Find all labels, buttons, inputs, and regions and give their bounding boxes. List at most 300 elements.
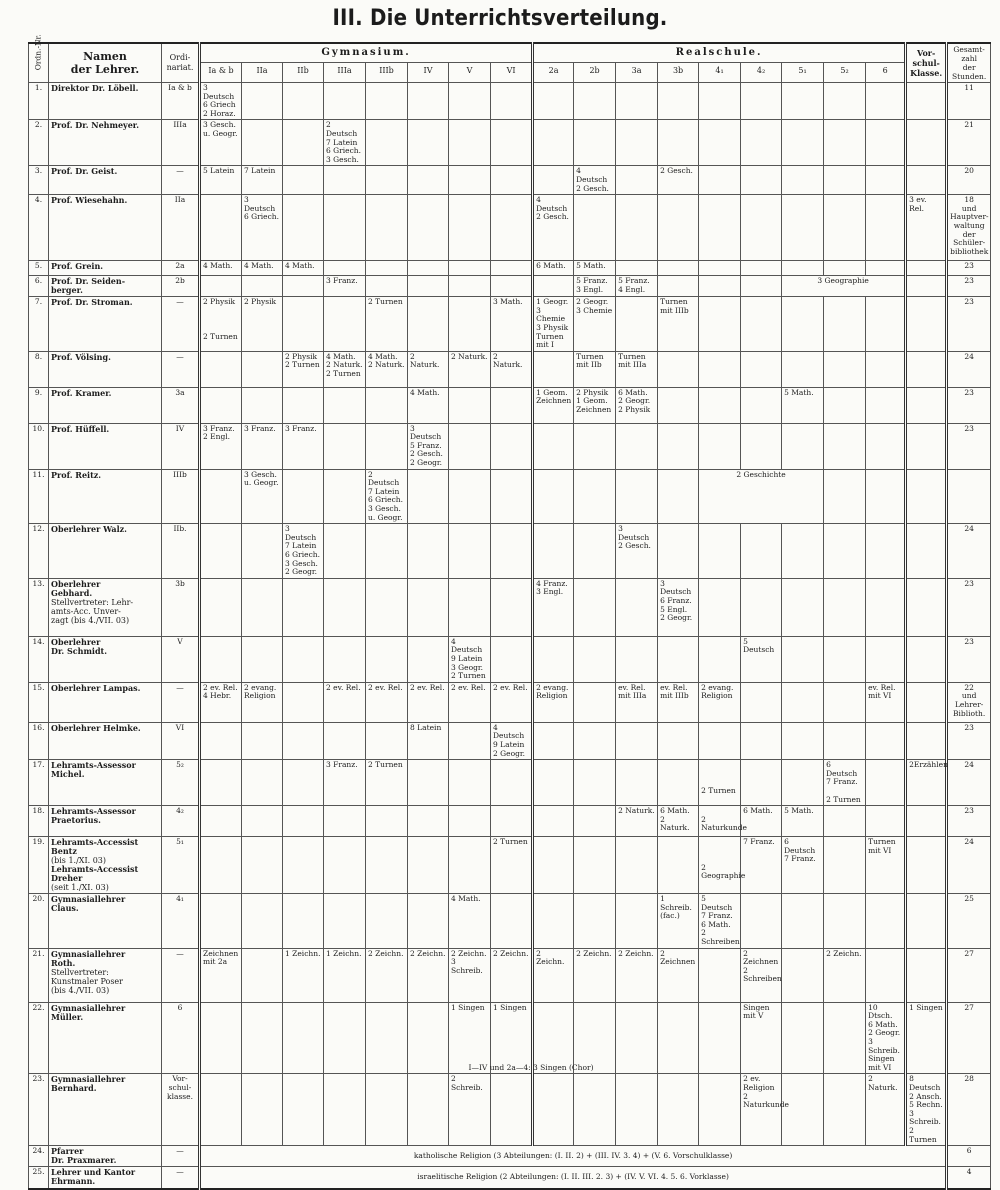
lesson-cell: 3 Geographie [782,276,906,297]
lesson-cell: 2 Physik 2 Turnen [200,297,242,352]
lesson-cell [408,83,449,120]
lesson-cell [782,261,824,276]
row-number: 21. [29,948,49,1002]
lesson-cell [866,261,906,276]
lesson-cell [906,524,947,579]
ordinariat: — [162,297,200,352]
lesson-cell [574,83,616,120]
page-title: III. Die Unterrichtsverteilung. [332,6,668,31]
class-header: IV [408,63,449,83]
lesson-cell [408,276,449,297]
lesson-cell [741,682,782,722]
lesson-cell: 2 Geographie [699,837,741,894]
lesson-cell [449,83,491,120]
lesson-cell: 2 Zeichn. [824,948,866,1002]
lesson-cell [324,261,366,276]
table-row [29,1002,991,1074]
lesson-cell: 6 Math. 2 Geogr. 2 Physik [616,387,658,423]
lesson-cell [324,166,366,195]
teacher-name: Lehramts-Assessor Michel. [49,760,162,806]
total-hours: 24 [947,351,991,387]
lesson-cell [866,948,906,1002]
total-hours [947,469,991,524]
teacher-name: Prof. Völsing. [49,351,162,387]
lesson-cell: 2 Geschichte [699,469,824,524]
lesson-cell [366,195,408,261]
table-row [29,276,991,297]
class-header: 3b [658,63,699,83]
lesson-cell [699,1074,741,1146]
lesson-cell: 6 Math. [741,806,782,837]
ordinariat: V [162,636,200,682]
lesson-cell [741,120,782,166]
ordinariat: — [162,351,200,387]
lesson-cell [366,837,408,894]
lesson-cell: 4 Math. [449,894,491,949]
table-row [29,894,991,949]
teacher-name: Prof. Dr. Nehmeyer. [49,120,162,166]
lesson-cell [824,83,866,120]
lesson-cell [782,195,824,261]
row-number: 14. [29,636,49,682]
lesson-cell: 2Erzählen [906,760,947,806]
header-ordinariat: Ordi- nariat. [162,43,200,83]
lesson-cell [200,195,242,261]
lesson-cell [741,166,782,195]
row-number: 24. [29,1146,49,1167]
teacher-name: Oberlehrer Helmke. [49,722,162,759]
lesson-cell [491,806,533,837]
lesson-cell: 4 Deutsch 2 Gesch. [533,195,574,261]
lesson-cell [283,578,324,636]
lesson-cell [782,948,824,1002]
teacher-name: Prof. Grein. [49,261,162,276]
lesson-cell [906,948,947,1002]
lesson-cell: 3 Franz. 2 Engl. [200,423,242,469]
total-hours: 24 [947,837,991,894]
teacher-name: Direktor Dr. Löbell. [49,83,162,120]
lesson-cell [741,894,782,949]
lesson-cell [200,722,242,759]
teacher-name: Prof. Dr. Seiden- berger. [49,276,162,297]
lesson-cell [906,261,947,276]
class-header: 5₂ [824,63,866,83]
lesson-cell [408,195,449,261]
lesson-cell [200,894,242,949]
table-row [29,351,991,387]
lesson-cell [324,578,366,636]
lesson-cell [242,524,283,579]
teacher-note: Stellvertreter: Lehr- amts-Acc. Unver- zagt (bis 4./VII. 03) [51,597,134,625]
lesson-cell: Turnen mit VI [866,837,906,894]
table-row [29,722,991,759]
row-number: 17. [29,760,49,806]
lesson-cell [616,837,658,894]
lesson-cell [574,682,616,722]
lesson-cell [366,387,408,423]
lesson-cell [366,83,408,120]
lesson-cell [408,297,449,352]
lesson-cell [866,722,906,759]
lesson-cell [324,636,366,682]
ordinariat: IIa [162,195,200,261]
lesson-cell [242,83,283,120]
total-hours: 27 [947,1002,991,1074]
lesson-cell [741,261,782,276]
class-header: IIIa [324,63,366,83]
total-hours: 21 [947,120,991,166]
lesson-cell [699,195,741,261]
lesson-cell [324,297,366,352]
table-row [29,578,991,636]
lesson-cell: 7 Latein [242,166,283,195]
table-row [29,806,991,837]
lesson-cell: 4 Math. [283,261,324,276]
lesson-cell [782,894,824,949]
lesson-cell [741,83,782,120]
teacher-name: Prof. Wiesehahn. [49,195,162,261]
ordinariat: — [162,948,200,1002]
lesson-cell [449,195,491,261]
lesson-cell [242,722,283,759]
lesson-cell [906,120,947,166]
teacher-name: Gymnasiallehrer Claus. [49,894,162,949]
lesson-cell [616,894,658,949]
total-hours: 23 [947,297,991,352]
lesson-cell [366,166,408,195]
lesson-cell [283,469,324,524]
ordinariat: VI [162,722,200,759]
lesson-cell [906,276,947,297]
lesson-cell [283,722,324,759]
lesson-cell [283,682,324,722]
lesson-cell [574,894,616,949]
lesson-cell [824,722,866,759]
lesson-cell [782,166,824,195]
lesson-cell [283,894,324,949]
lesson-cell [200,636,242,682]
total-hours: 23 [947,276,991,297]
lesson-cell: 2 Naturk. [408,351,449,387]
lesson-cell [658,276,699,297]
lesson-cell [491,261,533,276]
lesson-cell [741,297,782,352]
total-hours: 18 und Hauptver- waltung der Schüler- bibliothek [947,195,991,261]
lesson-cell: 5 Deutsch [741,636,782,682]
lesson-cell: 1 Singen [491,1002,533,1074]
lesson-cell: 4 Math. 2 Naturk. [366,351,408,387]
lesson-cell [283,1074,324,1146]
lesson-cell: 2 Zeichn. [408,948,449,1002]
lesson-cell: 4 Deutsch 9 Latein 3 Geogr. 2 Turnen [449,636,491,682]
combined-lesson: katholische Religion (3 Abteilungen: (I. II. 2) + (III. IV. 3. 4) + (V. 6. Vorschulklasse) [200,1146,947,1167]
lesson-cell [200,806,242,837]
lesson-cell: 3 Gesch. u. Geogr. [242,469,283,524]
lesson-cell: 4 Math. [408,387,449,423]
header-realschule: Realschule. [533,43,906,63]
lesson-cell [366,894,408,949]
lesson-cell [699,387,741,423]
lesson-cell [491,120,533,166]
row-number: 4. [29,195,49,261]
teacher-name: Lehrer und Kantor Ehrmann. [49,1167,162,1189]
row-number: 13. [29,578,49,636]
lesson-cell [324,195,366,261]
row-number: 1. [29,83,49,120]
ordinariat: — [162,1167,200,1189]
teacher-name: Oberlehrer Gebhard. Stellvertreter: Lehr- amts-Acc. Unver- zagt (bis 4./VII. 03) [49,578,162,636]
lesson-cell: 2 Turnen [699,760,741,806]
total-hours: 24 [947,524,991,579]
lesson-cell [699,83,741,120]
class-header: 3a [616,63,658,83]
lesson-cell: 2 Zeichn. [574,948,616,1002]
lesson-cell [741,351,782,387]
lesson-cell [366,722,408,759]
total-hours: 23 [947,722,991,759]
lesson-cell: Turnen mit IIIa [616,351,658,387]
lesson-cell [699,722,741,759]
lesson-cell [242,837,283,894]
class-header: V [449,63,491,83]
lesson-cell [449,760,491,806]
lesson-cell [408,636,449,682]
lesson-cell [616,469,658,524]
lesson-cell [906,166,947,195]
table-row [29,682,991,722]
lesson-cell [782,760,824,806]
teacher-name: Pfarrer Dr. Praxmarer. [49,1146,162,1167]
ordinariat: 2b [162,276,200,297]
row-number: 9. [29,387,49,423]
lesson-cell [658,722,699,759]
lesson-cell [741,387,782,423]
lesson-cell [574,636,616,682]
choir-note: I—IV und 2a—4: 3 Singen (Chor) [468,1062,594,1072]
total-hours: 23 [947,806,991,837]
teacher-name: Lehramts-Accessist Bentz (bis 1./XI. 03) Lehramts-Accessist Dreher (seit 1./XI. 03) [49,837,162,894]
lesson-cell [616,297,658,352]
lesson-cell [824,120,866,166]
lesson-cell [533,1074,574,1146]
lesson-cell: 2 ev. Rel. 4 Hebr. [200,682,242,722]
row-number: 15. [29,682,49,722]
lesson-cell: 2 Naturk. [491,351,533,387]
lesson-cell [782,636,824,682]
lesson-cell [866,894,906,949]
lesson-cell [866,524,906,579]
lesson-cell [699,297,741,352]
lesson-cell [658,83,699,120]
lesson-cell [242,1074,283,1146]
lesson-cell [658,261,699,276]
lesson-cell [906,83,947,120]
lesson-cell [491,578,533,636]
lesson-cell [574,806,616,837]
total-hours: 20 [947,166,991,195]
lesson-cell: 2 Geogr. 3 Chemie [574,297,616,352]
lesson-cell: 6 Math. 2 Naturk. [658,806,699,837]
ordinariat: IIIa [162,120,200,166]
lesson-cell [408,524,449,579]
lesson-cell [533,83,574,120]
lesson-cell [533,423,574,469]
lesson-cell: 2 ev. Rel. [324,682,366,722]
lesson-cell [242,948,283,1002]
lesson-cell [533,524,574,579]
lesson-cell [616,166,658,195]
lesson-cell [741,578,782,636]
lesson-cell: Singen mit V [741,1002,782,1074]
ordinariat: 6 [162,1002,200,1074]
lesson-cell [616,578,658,636]
lesson-cell: 2 Physik [242,297,283,352]
lesson-cell [491,166,533,195]
lesson-cell [242,806,283,837]
table-row [29,636,991,682]
class-header: Ia & b [200,63,242,83]
lesson-cell [200,351,242,387]
lesson-cell [449,297,491,352]
lesson-cell [699,423,741,469]
lesson-cell [906,837,947,894]
lesson-cell [449,276,491,297]
lesson-cell: 2 Turnen [366,297,408,352]
lesson-cell: 8 Latein [408,722,449,759]
lesson-cell: 2 Zeichnen [658,948,699,1002]
row-number: 3. [29,166,49,195]
row-number: 25. [29,1167,49,1189]
lesson-cell [782,297,824,352]
lesson-cell: 2 evang. Religion [699,682,741,722]
lesson-cell: 5 Deutsch 7 Franz. 6 Math. 2 Schreiben [699,894,741,949]
lesson-cell [533,894,574,949]
lesson-cell [699,351,741,387]
lesson-cell [324,524,366,579]
lesson-cell [658,120,699,166]
combined-lesson: israelitische Religion (2 Abteilungen: (I. II. III. 2. 3) + (IV. V. VI. 4. 5. 6. Vorklasse) [200,1167,947,1189]
lesson-cell [616,636,658,682]
lesson-cell [658,387,699,423]
lesson-cell [741,423,782,469]
lesson-cell: 2 Schreib. [449,1074,491,1146]
lesson-cell [449,578,491,636]
lesson-cell [491,524,533,579]
lesson-cell: 2 Zeichn. [366,948,408,1002]
teacher-note-2: (seit 1./XI. 03) [51,883,109,893]
lesson-cell: 2 Zeichn. [533,948,574,1002]
lesson-cell [408,578,449,636]
class-header: 4₂ [741,63,782,83]
row-number: 8. [29,351,49,387]
lesson-cell [699,636,741,682]
lesson-cell [449,120,491,166]
lesson-cell [658,1074,699,1146]
lesson-cell: 5 Franz. 4 Engl. [616,276,658,297]
lesson-cell: 10 Dtsch. 6 Math. 2 Geogr. 3 Schreib. Singen mit VI [866,1002,906,1074]
class-header: 5₁ [782,63,824,83]
lesson-cell [574,722,616,759]
row-number: 16. [29,722,49,759]
row-number: 10. [29,423,49,469]
lesson-cell [408,166,449,195]
lesson-cell [866,387,906,423]
lesson-cell [782,524,824,579]
lesson-cell: 5 Franz. 3 Engl. [574,276,616,297]
lesson-cell [866,760,906,806]
lesson-cell [782,722,824,759]
lesson-cell [449,722,491,759]
lesson-cell [533,806,574,837]
lesson-cell [824,578,866,636]
lesson-cell [616,1074,658,1146]
lesson-cell: 2 evang. Religion [533,682,574,722]
header-vorschulklasse: Vor- schul- Klasse. [906,43,947,83]
lesson-cell [699,276,741,297]
lesson-cell [449,423,491,469]
total-hours: 25 [947,894,991,949]
teacher-name: Prof. Dr. Stroman. [49,297,162,352]
lesson-cell [741,722,782,759]
ordinariat: 5₂ [162,760,200,806]
lesson-cell [200,469,242,524]
lesson-cell [658,837,699,894]
lesson-cell [242,120,283,166]
lesson-cell: 2 Naturk. [866,1074,906,1146]
lesson-cell: 3 Franz. [242,423,283,469]
lesson-cell [200,837,242,894]
lesson-cell [574,423,616,469]
total-hours: 23 [947,261,991,276]
row-number: 5. [29,261,49,276]
lesson-cell [782,423,824,469]
lesson-cell [782,1074,824,1146]
lesson-cell [741,276,782,297]
row-number: 20. [29,894,49,949]
lesson-cell: 2 Turnen [491,837,533,894]
ordinariat: 4₂ [162,806,200,837]
lesson-cell: 4 Math. [242,261,283,276]
lesson-cell [366,578,408,636]
teacher-note: Stellvertreter: Kunstmaler Poser (bis 4./VII. 03) [51,967,123,995]
lesson-cell [408,120,449,166]
lesson-cell: 3 Franz. [283,423,324,469]
table-row [29,195,991,261]
lesson-cell: 3 Gesch. u. Geogr. [200,120,242,166]
teacher-note: (bis 1./XI. 03) [51,856,107,866]
lesson-cell: 2 Deutsch 7 Latein 6 Griech. 3 Gesch. u. Geogr. [366,469,408,524]
teaching-allocation-table [28,34,991,1190]
lesson-cell: 2 Zeichn. [491,948,533,1002]
lesson-cell [533,636,574,682]
lesson-cell [906,806,947,837]
teacher-name: Gymnasiallehrer Müller. [49,1002,162,1074]
lesson-cell [866,195,906,261]
lesson-cell [574,1074,616,1146]
lesson-cell [824,636,866,682]
lesson-cell [324,469,366,524]
lesson-cell [782,578,824,636]
lesson-cell [574,760,616,806]
lesson-cell [616,760,658,806]
lesson-cell [866,120,906,166]
lesson-cell: 3 Franz. [324,760,366,806]
lesson-cell [699,524,741,579]
lesson-cell [741,524,782,579]
ordinariat: — [162,166,200,195]
lesson-cell [866,636,906,682]
teacher-name: Prof. Kramer. [49,387,162,423]
